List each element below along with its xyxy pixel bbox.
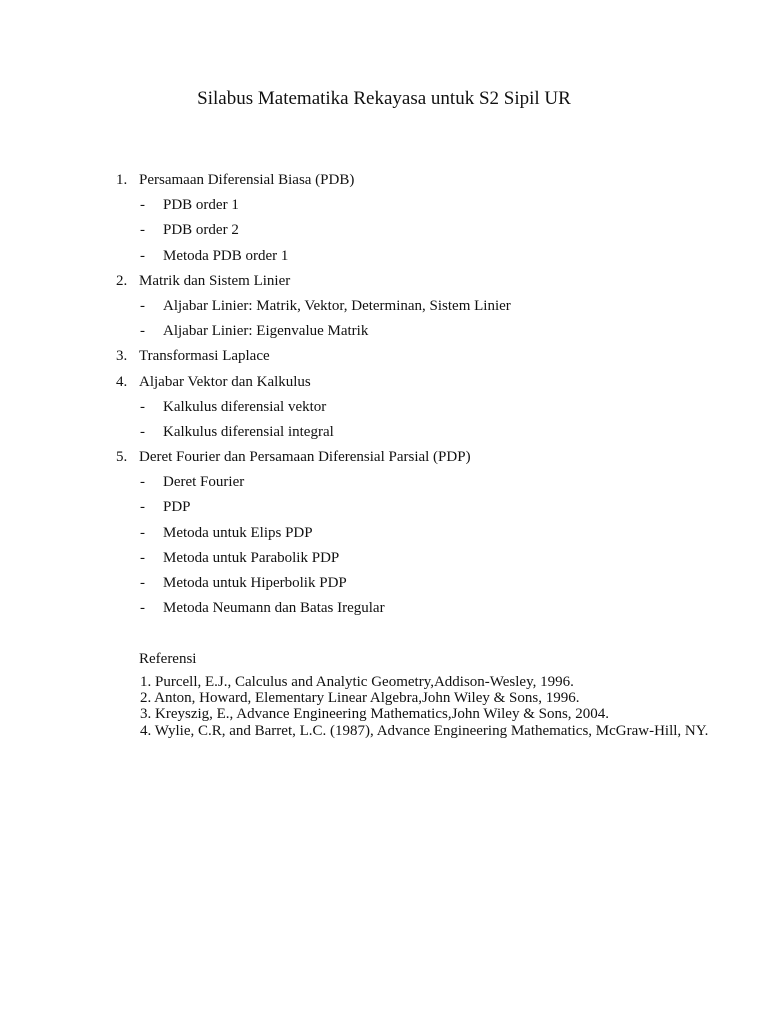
subtopic-label: Metoda untuk Hiperbolik PDP <box>163 575 347 591</box>
topic-number: 5. <box>116 449 128 466</box>
subtopic-label: Metoda untuk Elips PDP <box>163 524 313 541</box>
dash-bullet: - <box>140 297 145 314</box>
subtopic-label: PDP <box>163 499 191 516</box>
subtopic-label: Metoda Neumann dan Batas Iregular <box>163 600 385 617</box>
subtopic-item <box>0 496 768 521</box>
subtopic-item <box>0 396 768 421</box>
dash-bullet: - <box>140 600 145 617</box>
subtopic-item <box>0 471 768 496</box>
subtopic-item <box>0 245 768 270</box>
subtopic-label: Deret Fourier <box>163 474 245 491</box>
document-title: Silabus Matematika Rekayasa untuk S2 Sipil UR <box>197 88 571 109</box>
subtopic-label: Metoda PDB order 1 <box>163 247 289 264</box>
subtopic-item <box>0 421 768 446</box>
topic-item <box>0 169 768 194</box>
reference-item: 1. Purcell, E.J., Calculus and Analytic Geometry,Addison-Wesley, 1996. <box>140 674 574 690</box>
dash-bullet: - <box>140 247 145 264</box>
reference-item: 3. Kreyszig, E., Advance Engineering Mathematics,John Wiley & Sons, 2004. <box>140 706 610 723</box>
topic-item <box>0 446 768 471</box>
subtopic-item <box>0 572 768 597</box>
subtopic-item <box>0 320 768 345</box>
topic-label: Deret Fourier dan Persamaan Diferensial Parsial (PDP) <box>139 449 471 466</box>
dash-bullet: - <box>140 197 145 214</box>
dash-bullet: - <box>140 575 145 591</box>
subtopic-item <box>0 547 768 572</box>
topic-label: Transformasi Laplace <box>139 348 270 365</box>
reference-item: 2. Anton, Howard, Elementary Linear Algebra,John Wiley & Sons, 1996. <box>140 690 580 707</box>
topic-number: 3. <box>116 348 128 365</box>
dash-bullet: - <box>140 423 145 440</box>
dash-bullet: - <box>140 524 145 541</box>
subtopic-label: Aljabar Linier: Eigenvalue Matrik <box>163 323 369 340</box>
subtopic-label: Metoda untuk Parabolik PDP <box>163 549 340 566</box>
subtopic-item <box>0 295 768 320</box>
syllabus-list <box>0 169 768 622</box>
dash-bullet: - <box>140 398 145 415</box>
subtopic-item <box>0 194 768 219</box>
subtopic-label: PDB order 1 <box>163 197 239 214</box>
topic-item <box>0 371 768 396</box>
subtopic-item <box>0 597 768 622</box>
topic-item <box>0 345 768 370</box>
dash-bullet: - <box>140 323 145 340</box>
topic-label: Persamaan Diferensial Biasa (PDB) <box>139 172 355 188</box>
subtopic-label: Kalkulus diferensial integral <box>163 423 334 440</box>
topic-number: 4. <box>116 373 128 390</box>
topic-item <box>0 270 768 295</box>
references-list <box>140 674 760 739</box>
dash-bullet: - <box>140 222 145 239</box>
subtopic-label: Kalkulus diferensial vektor <box>163 398 327 415</box>
dash-bullet: - <box>140 549 145 566</box>
subtopic-item <box>0 219 768 244</box>
dash-bullet: - <box>140 474 145 491</box>
topic-number: 1. <box>116 172 128 188</box>
subtopic-label: Aljabar Linier: Matrik, Vektor, Determinan, Sistem Linier <box>163 297 511 314</box>
subtopic-label: PDB order 2 <box>163 222 239 239</box>
dash-bullet: - <box>140 499 145 516</box>
reference-item: 4. Wylie, C.R, and Barret, L.C. (1987), Advance Engineering Mathematics, McGraw-Hill, NY. <box>140 722 709 739</box>
topic-label: Matrik dan Sistem Linier <box>139 272 291 289</box>
topic-label: Aljabar Vektor dan Kalkulus <box>139 373 311 390</box>
subtopic-item <box>0 522 768 547</box>
topic-number: 2. <box>116 272 128 289</box>
references-heading: Referensi <box>139 651 197 667</box>
